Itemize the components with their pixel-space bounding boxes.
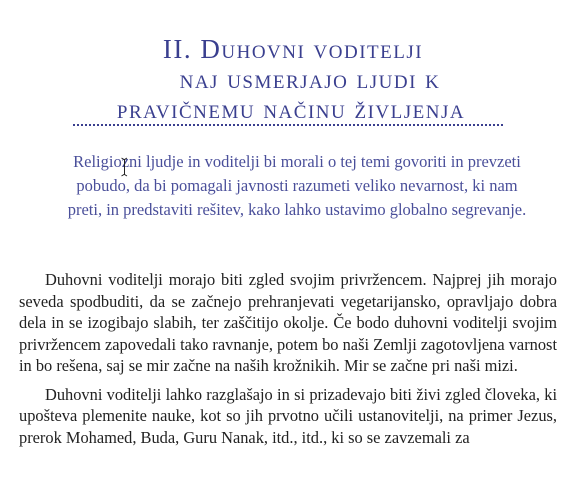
body-text xyxy=(19,269,557,455)
chapter-title xyxy=(0,34,576,124)
body-paragraph: Duhovni voditelji lahko razglašajo in si prizadevajo biti živi zgled človeka, ki upošteva plemenite nauke, kot so jih prvotno učili ustanovitelji, na primer Jezus, prerok Mohamed, Buda, Guru Nanak, itd., itd., ki so se zavzemali za xyxy=(19,384,557,447)
title-dotted-underline xyxy=(73,124,503,126)
chapter-title-line: II. Duhovni voditelji xyxy=(162,34,424,64)
intro-paragraph: Religiozni ljudje in voditelji bi morali o tej temi govoriti in prevzeti pobudo, da bi pomagali javnosti razumeti veliko nevarnost, ki nam preti, in predstaviti rešitev, kako lahko ustavimo globalno segrevanje. xyxy=(67,152,527,219)
chapter-title-line: pravičnemu načinu življenja xyxy=(116,94,466,124)
chapter-title-line: naj usmerjajo ljudi k xyxy=(179,64,441,94)
body-paragraph: Duhovni voditelji morajo biti zgled svojim privržencem. Najprej jih morajo seveda spodbuditi, da se začnejo prehranjevati vegetarijansko, opravljajo dobra dela in se izogibajo slabih, ter zaščitijo okolje. Če bodo duhovni voditelji svojim privržencem zapovedali tako ravnanje, potem bo naši Zemlji zagotovljena varnost in bo rešena, saj se mir začne na naših krožnikih. Mir se začne pri naši mizi. xyxy=(19,270,557,375)
i-beam-cursor-icon xyxy=(121,157,128,177)
